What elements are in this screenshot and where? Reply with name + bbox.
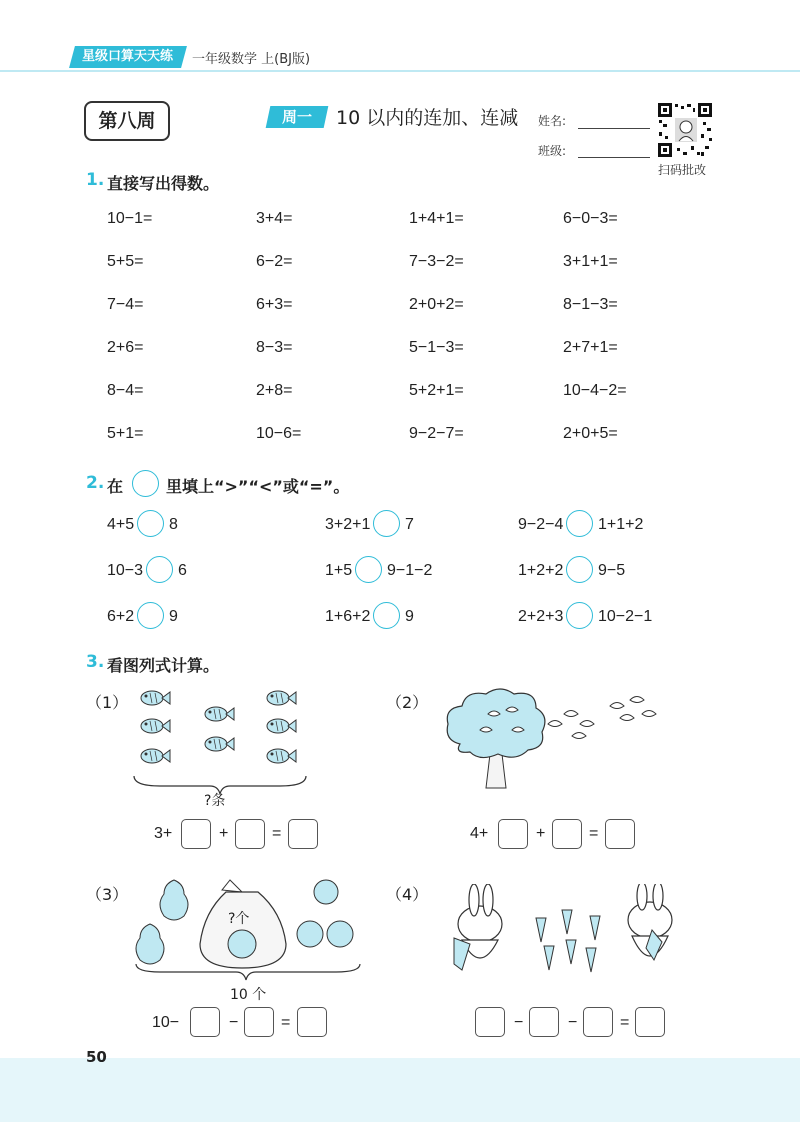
problem-2-label: （2） bbox=[386, 693, 429, 712]
equation: 10−6= bbox=[256, 425, 302, 442]
compare-left: 1+6+2 bbox=[325, 608, 371, 625]
problem-2-op: + bbox=[536, 825, 546, 842]
answer-box[interactable] bbox=[529, 1007, 559, 1037]
qr-caption: 扫码批改 bbox=[658, 163, 707, 177]
compare-left: 1+5 bbox=[325, 562, 353, 579]
problem-4-equals: = bbox=[620, 1014, 630, 1031]
problem-3-label: （3） bbox=[86, 885, 129, 904]
problem-3-op: − bbox=[229, 1014, 239, 1031]
problem-3-caption: 10 个 bbox=[230, 987, 267, 1003]
pear-icon bbox=[136, 880, 188, 964]
rabbit-icon bbox=[454, 884, 502, 970]
compare-circle[interactable] bbox=[566, 556, 593, 583]
answer-box[interactable] bbox=[181, 819, 211, 849]
compare-left: 10−3 bbox=[107, 562, 144, 579]
equation: 5+2+1= bbox=[409, 382, 464, 399]
section-2-number: 2. bbox=[86, 473, 105, 493]
equation: 3+4= bbox=[256, 210, 293, 227]
section-1-title: 直接写出得数。 bbox=[107, 174, 220, 193]
peaches-bag-picture bbox=[130, 872, 370, 988]
header-divider bbox=[0, 70, 800, 72]
equation: 6+3= bbox=[256, 296, 293, 313]
equation: 2+0+2= bbox=[409, 296, 464, 313]
answer-box[interactable] bbox=[244, 1007, 274, 1037]
answer-box[interactable] bbox=[475, 1007, 505, 1037]
class-label: 班级: bbox=[538, 144, 567, 158]
problem-3-equals: = bbox=[281, 1014, 291, 1031]
problem-1-caption: ?条 bbox=[204, 793, 226, 809]
compare-circle[interactable] bbox=[373, 510, 400, 537]
page-title: 10 以内的连加、连减 bbox=[336, 107, 519, 129]
compare-left: 1+2+2 bbox=[518, 562, 564, 579]
name-field[interactable] bbox=[578, 128, 650, 129]
equation: 10−4−2= bbox=[563, 382, 627, 399]
class-field[interactable] bbox=[578, 157, 650, 158]
week-badge: 第八周 bbox=[84, 101, 170, 141]
section-2-title-post: 里填上“>”“<”或“=”。 bbox=[166, 477, 350, 496]
compare-right: 9 bbox=[405, 608, 414, 625]
book-title: 一年级数学 上(BJ版) bbox=[192, 52, 311, 67]
answer-box[interactable] bbox=[190, 1007, 220, 1037]
equation: 10−1= bbox=[107, 210, 153, 227]
answer-box[interactable] bbox=[605, 819, 635, 849]
fish-icon bbox=[141, 691, 170, 763]
compare-right: 10−2−1 bbox=[598, 608, 653, 625]
problem-1-op: + bbox=[219, 825, 229, 842]
section-3-number: 3. bbox=[86, 652, 105, 672]
instruction-circle bbox=[132, 470, 159, 497]
compare-left: 3+2+1 bbox=[325, 516, 371, 533]
compare-right: 1+1+2 bbox=[598, 516, 644, 533]
equation: 7−3−2= bbox=[409, 253, 464, 270]
equation: 3+1+1= bbox=[563, 253, 618, 270]
section-1-number: 1. bbox=[86, 170, 105, 190]
equation: 6−0−3= bbox=[563, 210, 618, 227]
equation: 2+6= bbox=[107, 339, 144, 356]
answer-box[interactable] bbox=[552, 819, 582, 849]
compare-circle[interactable] bbox=[137, 510, 164, 537]
problem-1-equals: = bbox=[272, 825, 282, 842]
problem-4-op1: − bbox=[514, 1014, 524, 1031]
compare-left: 9−2−4 bbox=[518, 516, 564, 533]
equation: 8−3= bbox=[256, 339, 293, 356]
fish-picture bbox=[130, 684, 310, 804]
section-2-title-pre: 在 bbox=[107, 477, 124, 496]
equation: 6−2= bbox=[256, 253, 293, 270]
bottom-band bbox=[0, 1058, 800, 1122]
equation: 1+4+1= bbox=[409, 210, 464, 227]
bag-caption: ?个 bbox=[228, 911, 250, 927]
compare-left: 6+2 bbox=[107, 608, 135, 625]
compare-right: 8 bbox=[169, 516, 178, 533]
compare-left: 4+5 bbox=[107, 516, 135, 533]
tree-birds-picture bbox=[440, 684, 670, 794]
compare-right: 9−1−2 bbox=[387, 562, 433, 579]
compare-left: 2+2+3 bbox=[518, 608, 564, 625]
day-tab: 周一 bbox=[266, 106, 329, 128]
page-number: 50 bbox=[86, 1048, 107, 1066]
equation: 2+7+1= bbox=[563, 339, 618, 356]
answer-box[interactable] bbox=[583, 1007, 613, 1037]
equation: 7−4= bbox=[107, 296, 144, 313]
answer-box[interactable] bbox=[297, 1007, 327, 1037]
name-label: 姓名: bbox=[538, 114, 567, 128]
compare-right: 9 bbox=[169, 608, 178, 625]
compare-right: 7 bbox=[405, 516, 414, 533]
section-3-title: 看图列式计算。 bbox=[107, 656, 220, 675]
fish-icon bbox=[267, 691, 296, 763]
compare-circle[interactable] bbox=[146, 556, 173, 583]
peach-icon bbox=[297, 880, 353, 947]
compare-circle[interactable] bbox=[137, 602, 164, 629]
equation: 5+5= bbox=[107, 253, 144, 270]
problem-3-start: 10− bbox=[152, 1014, 180, 1031]
problem-4-label: （4） bbox=[386, 885, 429, 904]
problem-4-op2: − bbox=[568, 1014, 578, 1031]
compare-right: 9−5 bbox=[598, 562, 626, 579]
equation: 2+0+5= bbox=[563, 425, 618, 442]
series-tab: 星级口算天天练 bbox=[69, 46, 187, 68]
compare-circle[interactable] bbox=[566, 602, 593, 629]
equation: 5−1−3= bbox=[409, 339, 464, 356]
equation: 8−4= bbox=[107, 382, 144, 399]
equation: 5+1= bbox=[107, 425, 144, 442]
compare-right: 6 bbox=[178, 562, 187, 579]
carrot-icon bbox=[536, 910, 600, 972]
answer-box[interactable] bbox=[288, 819, 318, 849]
problem-1-label: （1） bbox=[86, 693, 129, 712]
answer-box[interactable] bbox=[498, 819, 528, 849]
rabbit-icon bbox=[628, 884, 672, 960]
tree-icon bbox=[447, 689, 545, 788]
equation: 8−1−3= bbox=[563, 296, 618, 313]
compare-circle[interactable] bbox=[373, 602, 400, 629]
fish-icon bbox=[205, 707, 234, 751]
problem-1-start: 3+ bbox=[154, 825, 173, 842]
equation: 9−2−7= bbox=[409, 425, 464, 442]
problem-2-equals: = bbox=[589, 825, 599, 842]
answer-box[interactable] bbox=[235, 819, 265, 849]
compare-circle[interactable] bbox=[355, 556, 382, 583]
equation: 2+8= bbox=[256, 382, 293, 399]
qr-code-icon[interactable] bbox=[657, 102, 713, 158]
compare-circle[interactable] bbox=[566, 510, 593, 537]
answer-box[interactable] bbox=[635, 1007, 665, 1037]
problem-2-start: 4+ bbox=[470, 825, 489, 842]
rabbits-carrots-picture bbox=[440, 884, 690, 980]
